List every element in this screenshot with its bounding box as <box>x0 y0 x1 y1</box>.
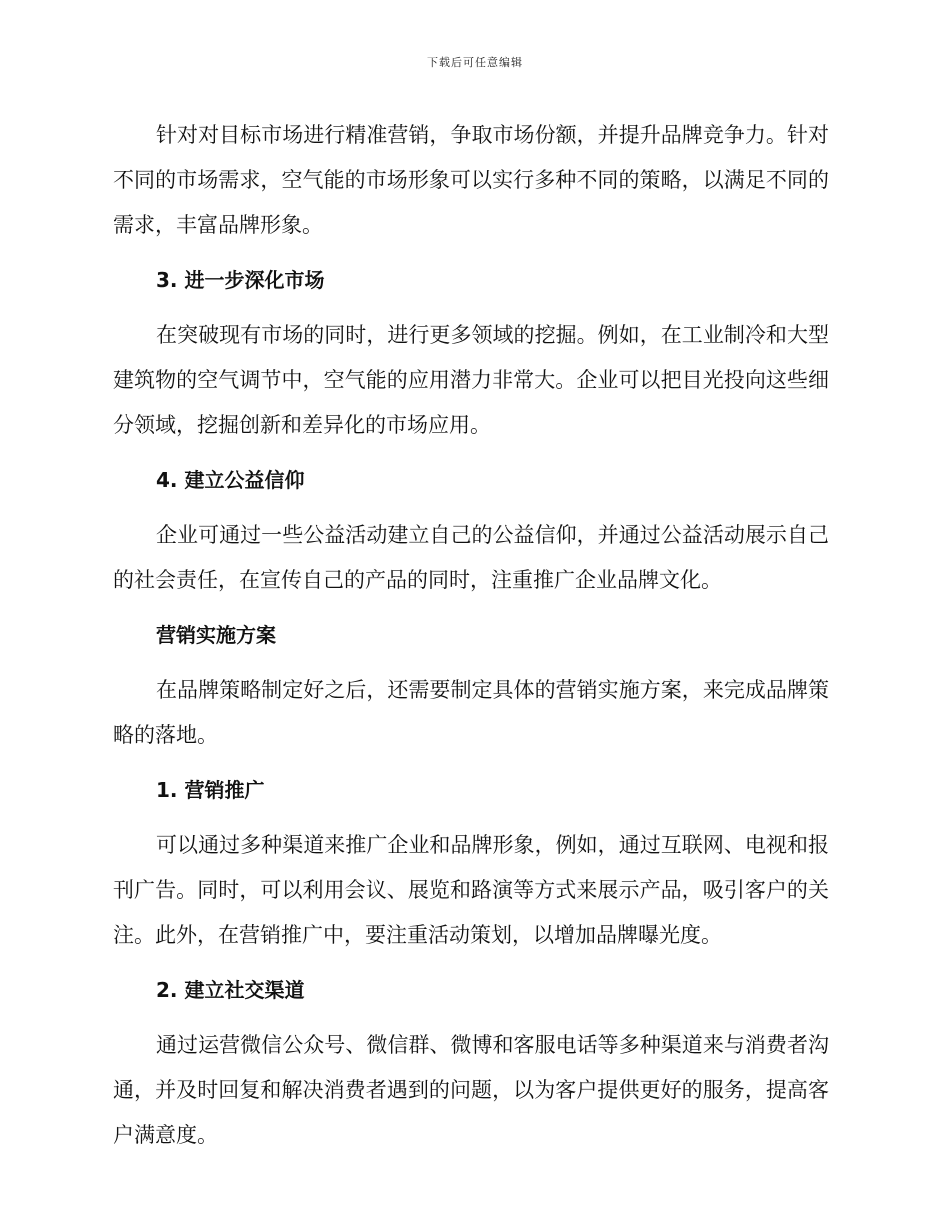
heading-public-welfare: 4. 建立公益信仰 <box>156 468 305 492</box>
paragraph-social-channels: 通过运营微信公众号、微信群、微博和客服电话等多种渠道来与消费者沟通，并及时回复和解决消费者遇到的问题，以为客户提供更好的服务，提高客户满意度。 <box>113 1033 829 1147</box>
page-header: 下载后可任意编辑 <box>427 56 523 69</box>
heading-marketing-promotion: 1. 营销推广 <box>156 778 265 802</box>
heading-marketing-plan: 营销实施方案 <box>156 623 276 647</box>
paragraph-deepen-market: 在突破现有市场的同时，进行更多领域的挖掘。例如，在工业制冷和大型建筑物的空气调节中，空气能的应用潜力非常大。企业可以把目光投向这些细分领域，挖掘创新和差异化的市场应用。 <box>113 323 829 437</box>
paragraph-targeted-marketing: 针对对目标市场进行精准营销，争取市场份额，并提升品牌竞争力。针对不同的市场需求，空气能的市场形象可以实行多种不同的策略，以满足不同的需求，丰富品牌形象。 <box>113 123 829 237</box>
heading-deepen-market: 3. 进一步深化市场 <box>156 268 325 292</box>
heading-social-channels: 2. 建立社交渠道 <box>156 978 305 1002</box>
document-body <box>113 113 829 1168</box>
paragraph-marketing-plan: 在品牌策略制定好之后，还需要制定具体的营销实施方案，来完成品牌策略的落地。 <box>113 678 829 747</box>
paragraph-public-welfare: 企业可通过一些公益活动建立自己的公益信仰，并通过公益活动展示自己的社会责任，在宣传自己的产品的同时，注重推广企业品牌文化。 <box>113 523 829 592</box>
paragraph-marketing-promotion: 可以通过多种渠道来推广企业和品牌形象，例如，通过互联网、电视和报刊广告。同时，可以利用会议、展览和路演等方式来展示产品，吸引客户的关注。此外，在营销推广中，要注重活动策划，以增加品牌曝光度。 <box>113 833 829 947</box>
